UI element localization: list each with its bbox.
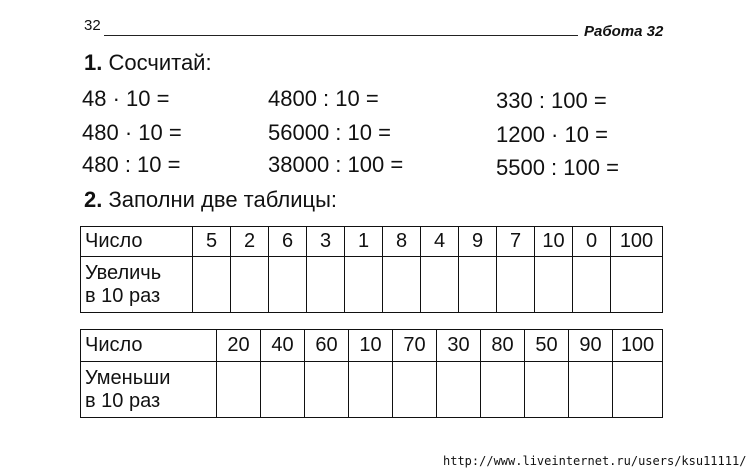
number-cell: 4	[421, 227, 459, 257]
answer-cell[interactable]	[459, 257, 497, 313]
answer-cell[interactable]	[535, 257, 573, 313]
answer-cell[interactable]	[305, 362, 349, 418]
exercise: 4800 : 10 =	[268, 86, 379, 111]
exercise: 1200 · 10 =	[496, 122, 608, 147]
number-cell: 0	[573, 227, 611, 257]
answer-cell[interactable]	[193, 257, 231, 313]
table-answer-row	[81, 257, 663, 313]
task2-heading	[84, 187, 337, 213]
answer-cell[interactable]	[569, 362, 613, 418]
number-cell: 5	[193, 227, 231, 257]
number-cell: 3	[307, 227, 345, 257]
number-cell: 100	[611, 227, 663, 257]
header-rule	[104, 35, 578, 36]
answer-cell[interactable]	[497, 257, 535, 313]
task1-number: 1.	[84, 50, 103, 75]
answer-cell[interactable]	[613, 362, 663, 418]
answer-cell[interactable]	[307, 257, 345, 313]
number-cell: 50	[525, 330, 569, 362]
answer-cell[interactable]	[349, 362, 393, 418]
number-cell: 8	[383, 227, 421, 257]
task1-heading	[84, 50, 212, 76]
decrease-table	[80, 329, 663, 418]
number-cell: 100	[613, 330, 663, 362]
answer-cell[interactable]	[383, 257, 421, 313]
answer-cell[interactable]	[573, 257, 611, 313]
number-cell: 80	[481, 330, 525, 362]
number-cell: 10	[349, 330, 393, 362]
answer-cell[interactable]	[261, 362, 305, 418]
number-cell: 40	[261, 330, 305, 362]
row-label-line: Увеличь	[85, 261, 162, 284]
number-cell: 20	[217, 330, 261, 362]
increase-label	[81, 257, 193, 313]
exercise: 330 : 100 =	[496, 88, 607, 113]
number-label: Число	[81, 227, 193, 257]
number-cell: 9	[459, 227, 497, 257]
table-header-row	[81, 330, 663, 362]
number-cell: 30	[437, 330, 481, 362]
source-url: http://www.liveinternet.ru/users/ksu11111/	[443, 454, 746, 468]
answer-cell[interactable]	[269, 257, 307, 313]
task2-title: Заполни две таблицы:	[108, 187, 338, 212]
exercise: 5500 : 100 =	[496, 155, 619, 180]
number-cell: 2	[231, 227, 269, 257]
exercise: 480 : 10 =	[82, 152, 181, 177]
row-label-line: в 10 раз	[85, 284, 161, 307]
answer-cell[interactable]	[393, 362, 437, 418]
table-header-row	[81, 227, 663, 257]
number-cell: 70	[393, 330, 437, 362]
answer-cell[interactable]	[611, 257, 663, 313]
row-label-line: в 10 раз	[85, 389, 161, 412]
answer-cell[interactable]	[437, 362, 481, 418]
answer-cell[interactable]	[231, 257, 269, 313]
number-cell: 90	[569, 330, 613, 362]
page-number: 32	[84, 17, 101, 34]
number-cell: 6	[269, 227, 307, 257]
answer-cell[interactable]	[525, 362, 569, 418]
answer-cell[interactable]	[345, 257, 383, 313]
task2-number: 2.	[84, 187, 103, 212]
answer-cell[interactable]	[481, 362, 525, 418]
answer-cell[interactable]	[217, 362, 261, 418]
exercise: 38000 : 100 =	[268, 152, 404, 177]
decrease-label	[81, 362, 217, 418]
number-cell: 10	[535, 227, 573, 257]
answer-cell[interactable]	[421, 257, 459, 313]
number-cell: 60	[305, 330, 349, 362]
increase-table	[80, 226, 663, 313]
number-label: Число	[81, 330, 217, 362]
task1-title: Сосчитай:	[108, 50, 212, 75]
table-answer-row	[81, 362, 663, 418]
number-cell: 7	[497, 227, 535, 257]
row-label-line: Уменьши	[85, 366, 171, 389]
exercise: 48 · 10 =	[82, 86, 170, 111]
number-cell: 1	[345, 227, 383, 257]
exercise: 480 · 10 =	[82, 120, 182, 145]
exercise: 56000 : 10 =	[268, 120, 391, 145]
work-title: Работа 32	[584, 23, 664, 40]
